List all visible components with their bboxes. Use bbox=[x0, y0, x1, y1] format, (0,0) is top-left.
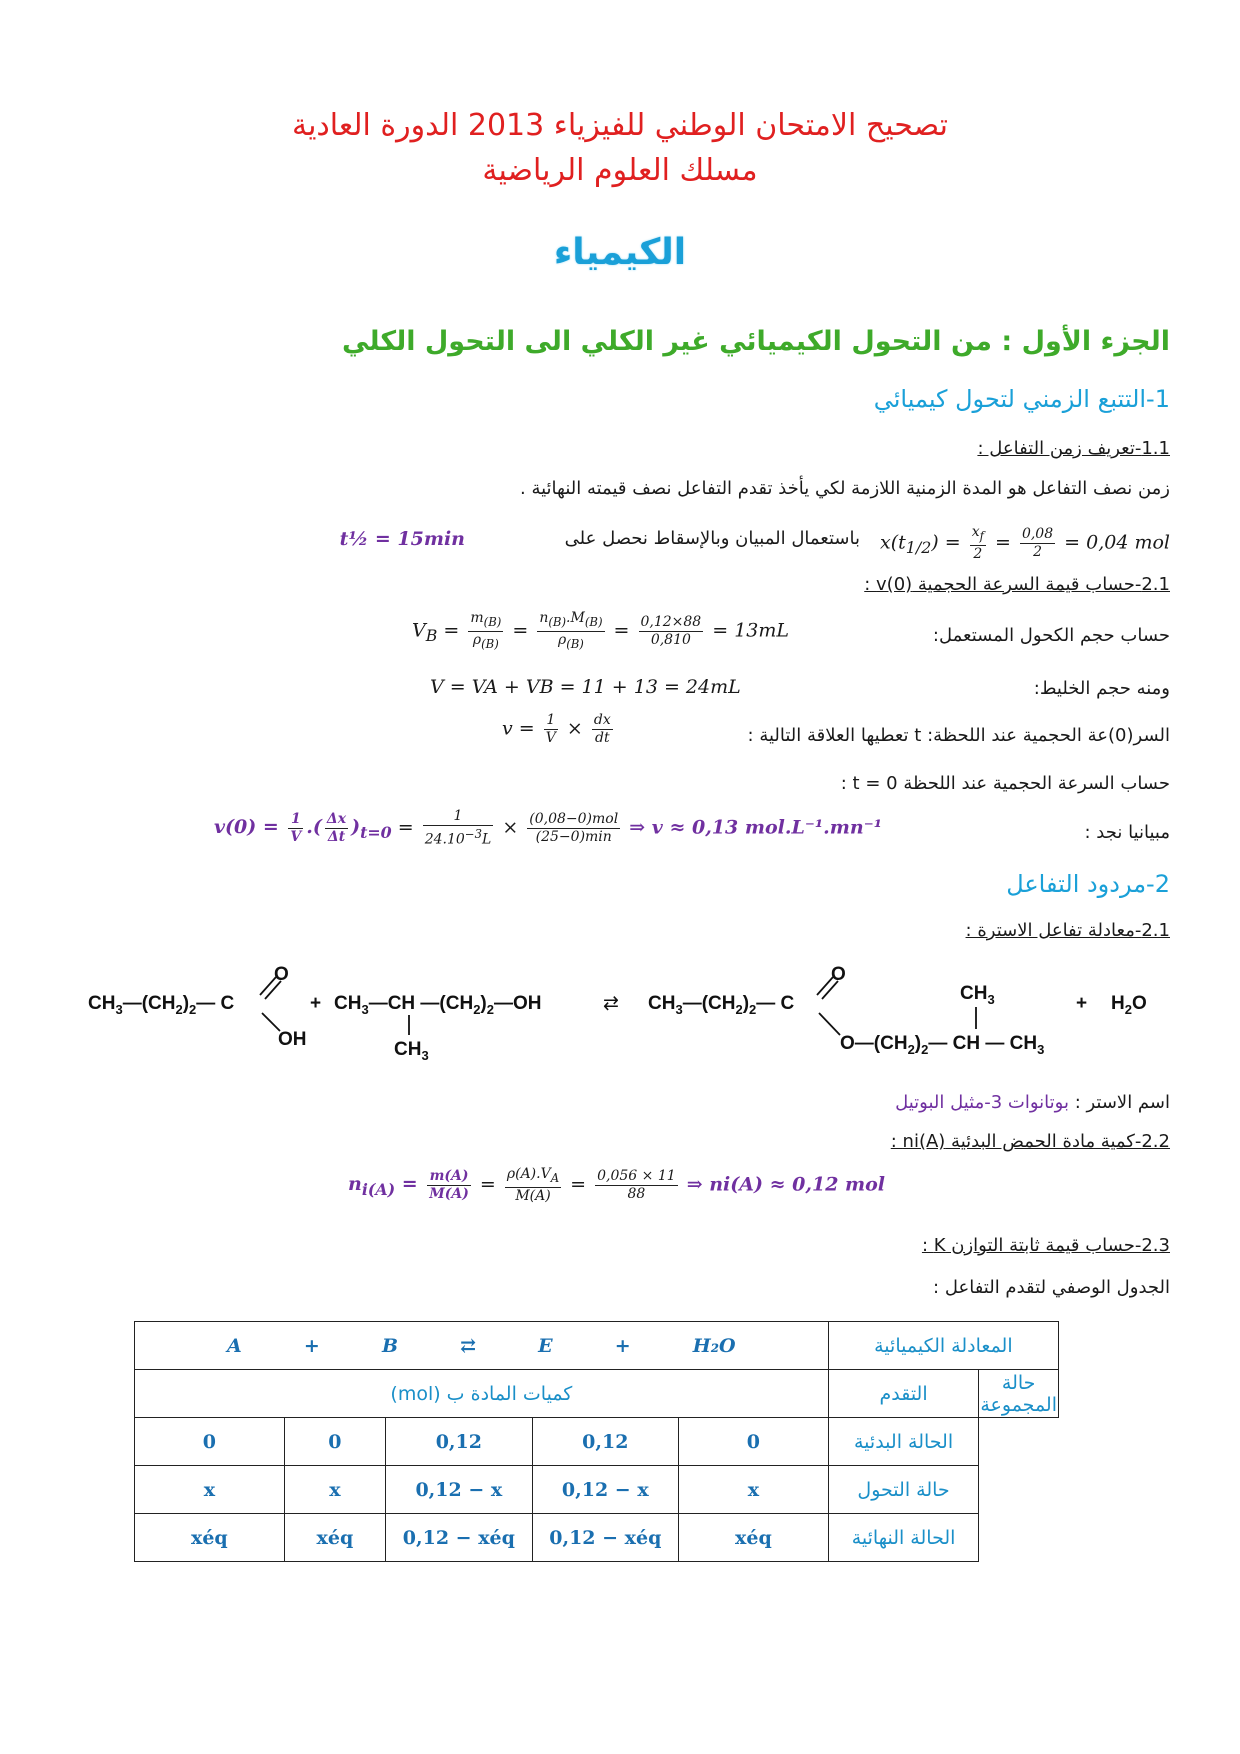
subject-title: الكيمياء bbox=[553, 232, 687, 273]
water-molecule: $H_2O$ bbox=[1111, 993, 1147, 1017]
svg-text:OH: OH bbox=[278, 1029, 307, 1050]
q2-1b-heading: 2.1-معادلة تفاعل الاسترة : bbox=[965, 920, 1170, 941]
t0-label: حساب السرعة الحجمية عند اللحظة t = 0 : bbox=[840, 773, 1170, 794]
svg-text:+: + bbox=[310, 993, 322, 1014]
graph-label: مبيانيا نجد : bbox=[1084, 822, 1170, 843]
svg-text:O—(CH2)2— CH — CH3: $O—(CH_2)_2—$ CH — $CH_3$ bbox=[840, 1033, 1045, 1057]
svg-text:O: O bbox=[831, 964, 846, 985]
q1-1-heading: 1.1-تعريف زمن التفاعل : bbox=[977, 438, 1170, 459]
v-label: ومنه حجم الخليط: bbox=[1033, 678, 1170, 699]
rate-formula: v = $\frac{1}{V}$ × $\frac{dx}{dt}$ bbox=[502, 712, 611, 746]
equation-label-cell: المعادلة الكيميائية bbox=[828, 1322, 1058, 1370]
ester-label: اسم الاستر : bbox=[1074, 1092, 1170, 1113]
table-row bbox=[135, 1370, 1059, 1418]
graph-formula: v(0) = $\frac{1}{V}$ .( $\frac{\Delta x}{\Delta t}$ )$_{t=0}$ = $\frac{1}{24.10^{-3}L}$ × $\frac{\text{(0,08−0)mol}}{(25-0)\min}$ ⇒ v ≈ 0,13 mol.L⁻¹.mn⁻¹ bbox=[214, 808, 883, 848]
part1-title: الجزء الأول : من التحول الكيميائي غير الكلي الى التحول الكلي bbox=[342, 326, 1170, 357]
table-intro: الجدول الوصفي لتقدم التفاعل : bbox=[933, 1277, 1170, 1298]
ester-name-line bbox=[895, 1092, 1170, 1113]
svg-text:CH3: $CH_3$ bbox=[394, 1039, 429, 1063]
vb-label: حساب حجم الكحول المستعمل: bbox=[932, 625, 1170, 646]
rate-label: السر(0)عة الحجمية عند اللحظة: t تعطيها العلاقة التالية : bbox=[747, 725, 1170, 746]
acid-molecule: $CH_3—(CH_2)_2—$ C bbox=[88, 993, 235, 1017]
vb-formula: $V_B$ = $\frac{m_{(B)}}{\rho_{(B)}}$ = $\frac{n_{(B)}.M_{(B)}}{\rho_{(B)}}$ = $\frac{0,12\times 88}{0,810}$ = 13mL bbox=[412, 610, 790, 651]
acid-quantity-result: ⇒ ni(A) ≈ 0,12 mol bbox=[686, 1173, 886, 1196]
svg-text:+: + bbox=[1076, 993, 1088, 1014]
alcohol-molecule: $CH_3—CH$ $—(CH_2)_2—OH$ bbox=[334, 993, 542, 1017]
acid-quantity-formula: $n_{i(A)}$ = $\frac{m(A)}{M(A)}$ = $\frac{\rho(A).V_A}{M(A)}$ = $\frac{0,056 \times 11}{88}$ ⇒ ni(A) ≈ 0,12 mol bbox=[348, 1166, 886, 1204]
table-row bbox=[135, 1322, 1059, 1370]
svg-text:⇄: ⇄ bbox=[603, 993, 619, 1014]
equation-cell: A + B ⇄ E + H₂O bbox=[135, 1322, 829, 1370]
svg-text:CH3: $CH_3$ bbox=[960, 983, 995, 1007]
method-text: باستعمال المبيان وبالإسقاط نحصل على bbox=[564, 528, 860, 549]
ester-name: بوتانوات 3-مثيل البوتيل bbox=[895, 1092, 1069, 1113]
quantities-label-cell: كميات المادة ب (mol) bbox=[135, 1370, 829, 1418]
q2-1-heading: 2.1-حساب قيمة السرعة الحجمية v(0) : bbox=[864, 574, 1170, 595]
half-life-definition: زمن نصف التفاعل هو المدة الزمنية اللازمة لكي يأخذ تقدم التفاعل نصف قيمته النهائية . bbox=[520, 478, 1170, 499]
graph-result: ⇒ v ≈ 0,13 mol.L⁻¹.mn⁻¹ bbox=[629, 816, 883, 839]
svg-text:O: O bbox=[274, 964, 289, 985]
exam-subtitle: مسلك العلوم الرياضية bbox=[482, 153, 758, 188]
table-row: xéq xéq 0,12 − xéq 0,12 − xéq xéq الحالة النهائية bbox=[135, 1514, 1059, 1562]
table-row: x x 0,12 − x 0,12 − x x حالة التحول bbox=[135, 1466, 1059, 1514]
reaction-svg bbox=[88, 955, 1168, 1065]
state-label-cell: حالة المجموعة bbox=[980, 1371, 1057, 1416]
exam-title: تصحيح الامتحان الوطني للفيزياء 2013 الدورة العادية bbox=[292, 108, 948, 143]
table-row: 0 0 0,12 0,12 0 الحالة البدئية bbox=[135, 1418, 1059, 1466]
q2-2-heading: 2.2-كمية مادة الحمض البدئية ni(A) : bbox=[890, 1131, 1170, 1152]
v-formula: V = VA + VB = 11 + 13 = 24mL bbox=[430, 676, 741, 698]
section1-title: 1-التتبع الزمني لتحول كيميائي bbox=[873, 385, 1170, 413]
section2-title: 2-مردود التفاعل bbox=[1006, 870, 1170, 898]
esterification-equation bbox=[88, 955, 1168, 1065]
ester-molecule: $CH_3—(CH_2)_2—$ C bbox=[648, 993, 795, 1017]
advance-label-cell: التقدم bbox=[828, 1370, 979, 1418]
q2-3-heading: 2.3-حساب قيمة ثابتة التوازن K : bbox=[921, 1235, 1170, 1256]
half-life-line bbox=[70, 520, 1170, 560]
half-life-equation: $x(t_{1/2})$ = $\frac{x_f}{2}$ = $\frac{0,08}{2}$ = 0,04 mol bbox=[880, 524, 1170, 562]
half-life-result: t½ = 15min bbox=[339, 528, 465, 550]
advancement-table bbox=[134, 1321, 1059, 1562]
